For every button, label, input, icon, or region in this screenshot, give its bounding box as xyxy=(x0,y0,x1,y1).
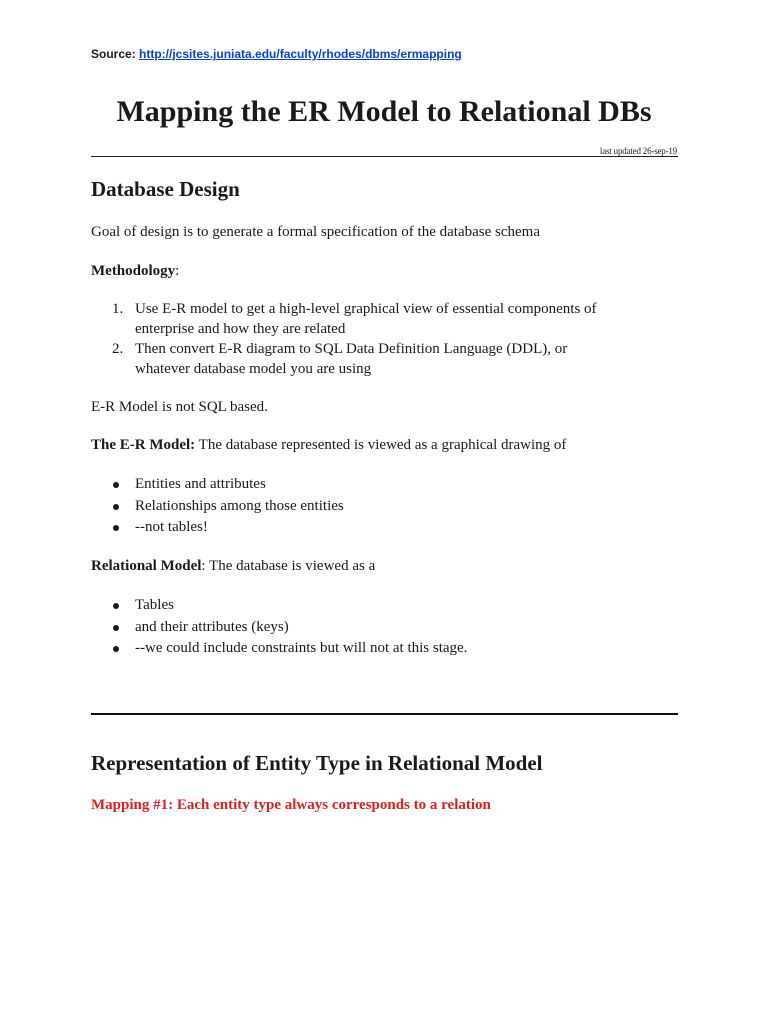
section-heading-entity-type: Representation of Entity Type in Relational Model xyxy=(91,751,543,775)
relational-model-label: Relational Model xyxy=(91,558,202,574)
relational-model-text: : The database is viewed as a xyxy=(201,558,376,574)
source-label: Source: xyxy=(91,47,136,61)
step-text-line1: Then convert E-R diagram to SQL Data Definition Language (DDL), or xyxy=(135,341,568,357)
list-item xyxy=(91,496,344,516)
bullet-icon xyxy=(113,603,119,609)
bullet-text: Entities and attributes xyxy=(135,476,266,492)
list-item xyxy=(91,299,597,339)
relational-model-bullets xyxy=(91,595,467,660)
bullet-icon xyxy=(113,525,119,531)
title-divider xyxy=(91,156,678,157)
section-divider xyxy=(91,713,678,715)
er-model-text: The database represented is viewed as a graphical drawing of xyxy=(195,437,567,453)
source-line xyxy=(91,47,462,61)
bullet-text: Tables xyxy=(135,597,174,613)
step-number: 1. xyxy=(112,301,124,317)
methodology-colon: : xyxy=(175,263,180,279)
bullet-text: --not tables! xyxy=(135,519,208,535)
step-text-line2: whatever database model you are using xyxy=(135,361,372,377)
list-item xyxy=(91,595,467,615)
methodology-steps xyxy=(91,299,597,379)
list-item xyxy=(91,339,597,379)
list-item xyxy=(91,617,467,637)
relational-model-paragraph xyxy=(91,556,375,576)
bullet-icon xyxy=(113,625,119,631)
list-item xyxy=(91,638,467,658)
methodology-label: Methodology xyxy=(91,263,176,279)
step-text-line2: enterprise and how they are related xyxy=(135,321,346,337)
bullet-icon xyxy=(113,646,119,652)
er-model-bullets xyxy=(91,474,344,539)
bullet-icon xyxy=(113,504,119,510)
step-number: 2. xyxy=(112,341,124,357)
section-heading-database-design: Database Design xyxy=(91,177,240,201)
bullet-text: Relationships among those entities xyxy=(135,497,344,514)
er-model-paragraph xyxy=(91,435,566,455)
list-item xyxy=(91,474,344,494)
bullet-icon xyxy=(113,482,119,488)
list-item xyxy=(91,517,344,537)
goal-paragraph: Goal of design is to generate a formal specification of the database schema xyxy=(91,224,540,240)
last-updated: last updated 26-sep-19 xyxy=(599,146,677,156)
bullet-text: and their attributes (keys) xyxy=(135,618,289,635)
methodology-paragraph xyxy=(91,261,179,281)
mapping-rule-1: Mapping #1: Each entity type always corresponds to a relation xyxy=(91,797,491,813)
step-text-line1: Use E-R model to get a high-level graphical view of essential components of xyxy=(135,301,597,317)
source-link[interactable]: http://jcsites.juniata.edu/faculty/rhodes/dbms/ermapping xyxy=(139,47,462,61)
bullet-text: --we could include constraints but will not at this stage. xyxy=(135,640,468,656)
page-title: Mapping the ER Model to Relational DBs xyxy=(116,95,652,128)
er-model-label: The E-R Model: xyxy=(91,437,196,453)
not-sql-paragraph: E-R Model is not SQL based. xyxy=(91,399,268,415)
